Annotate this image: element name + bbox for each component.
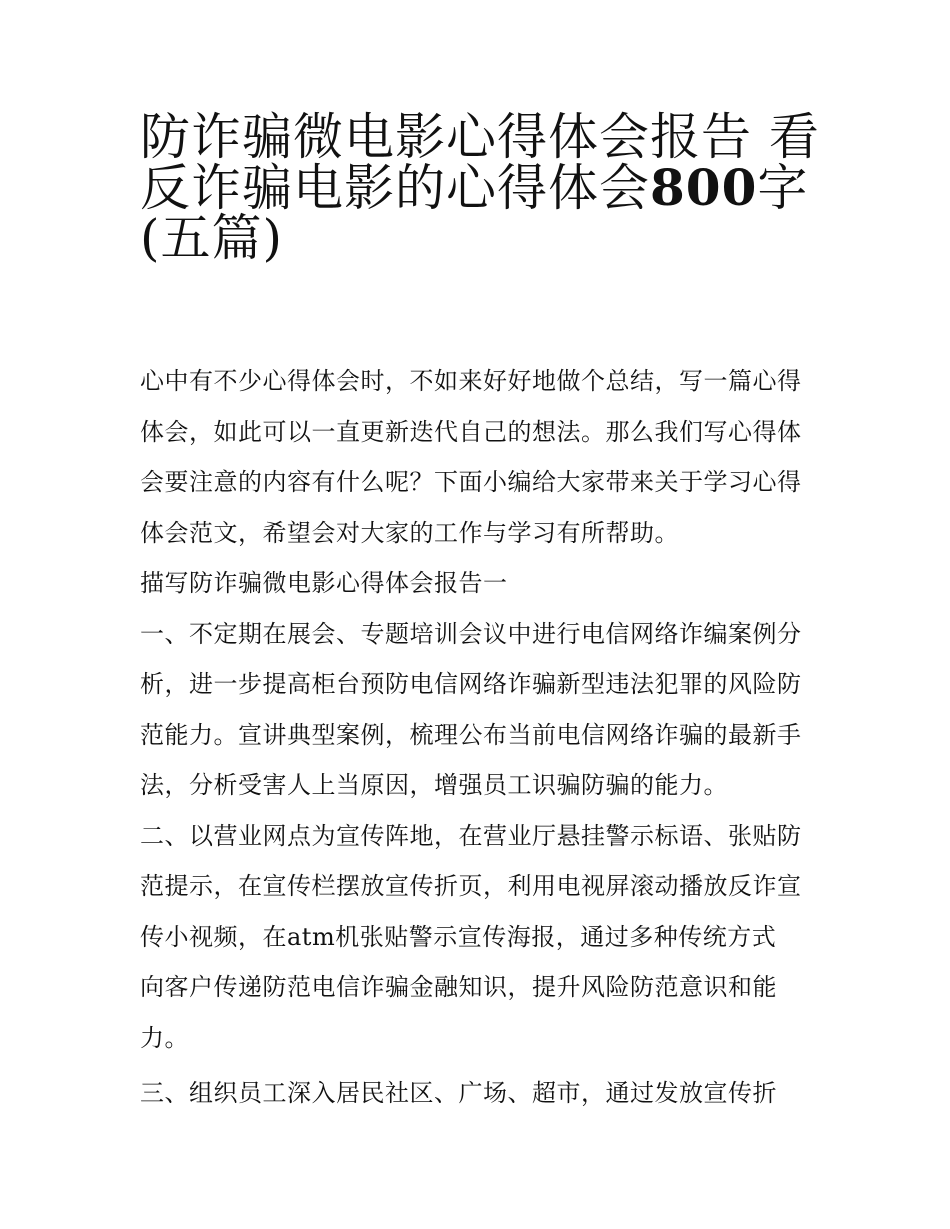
- item-3-paragraph: [140, 1068, 820, 1119]
- item-2-line: 力。: [140, 1023, 189, 1052]
- item-2-paragraph: [140, 811, 820, 1064]
- item-1-line: 析，进一步提高柜台预防电信网络诈骗新型违法犯罪的风险防: [140, 670, 802, 698]
- item-1-paragraph: [140, 609, 820, 811]
- item-1-line: 范能力。宣讲典型案例，梳理公布当前电信网络诈骗的最新手: [140, 720, 802, 749]
- title-line-3: (五篇): [140, 209, 284, 267]
- item-3-line: 三、组织员工深入居民社区、广场、超市，通过发放宣传折: [140, 1079, 777, 1107]
- intro-line: 体会范文，希望会对大家的工作与学习有所帮助。: [140, 518, 679, 547]
- intro-line: 体会，如此可以一直更新迭代自己的想法。那么我们写心得体: [140, 417, 802, 446]
- intro-paragraph: [140, 356, 820, 558]
- document-title: [140, 108, 820, 267]
- section-heading-text: 描写防诈骗微电影心得体会报告一: [140, 569, 508, 597]
- intro-line: 会要注意的内容有什么呢？下面小编给大家带来关于学习心得: [140, 468, 802, 496]
- document-body: [140, 356, 820, 1119]
- item-2-line: 二、以营业网点为宣传阵地，在营业厅悬挂警示标语、张贴防: [140, 821, 802, 850]
- title-number: 800: [650, 157, 758, 217]
- title-line-1: 防诈骗微电影心得体会报告 看: [140, 108, 820, 166]
- item-1-line: 一、不定期在展会、专题培训会议中进行电信网络诈编案例分: [140, 619, 802, 648]
- title-line-2: [140, 157, 820, 217]
- item-1-line: 法，分析受害人上当原因，增强员工识骗防骗的能力。: [140, 771, 728, 799]
- section-heading: [140, 558, 820, 609]
- item-2-line: 传小视频，在atm机张贴警示宣传海报，通过多种传统方式: [140, 922, 777, 951]
- item-2-line: 向客户传递防范电信诈骗金融知识，提升风险防范意识和能: [140, 973, 777, 1001]
- intro-line: 心中有不少心得体会时，不如来好好地做个总结，写一篇心得: [140, 367, 802, 395]
- item-2-line: 范提示，在宣传栏摆放宣传折页，利用电视屏滚动播放反诈宣: [140, 872, 802, 900]
- title-line-2-text: 反诈骗电影的心得体会800字: [140, 157, 809, 217]
